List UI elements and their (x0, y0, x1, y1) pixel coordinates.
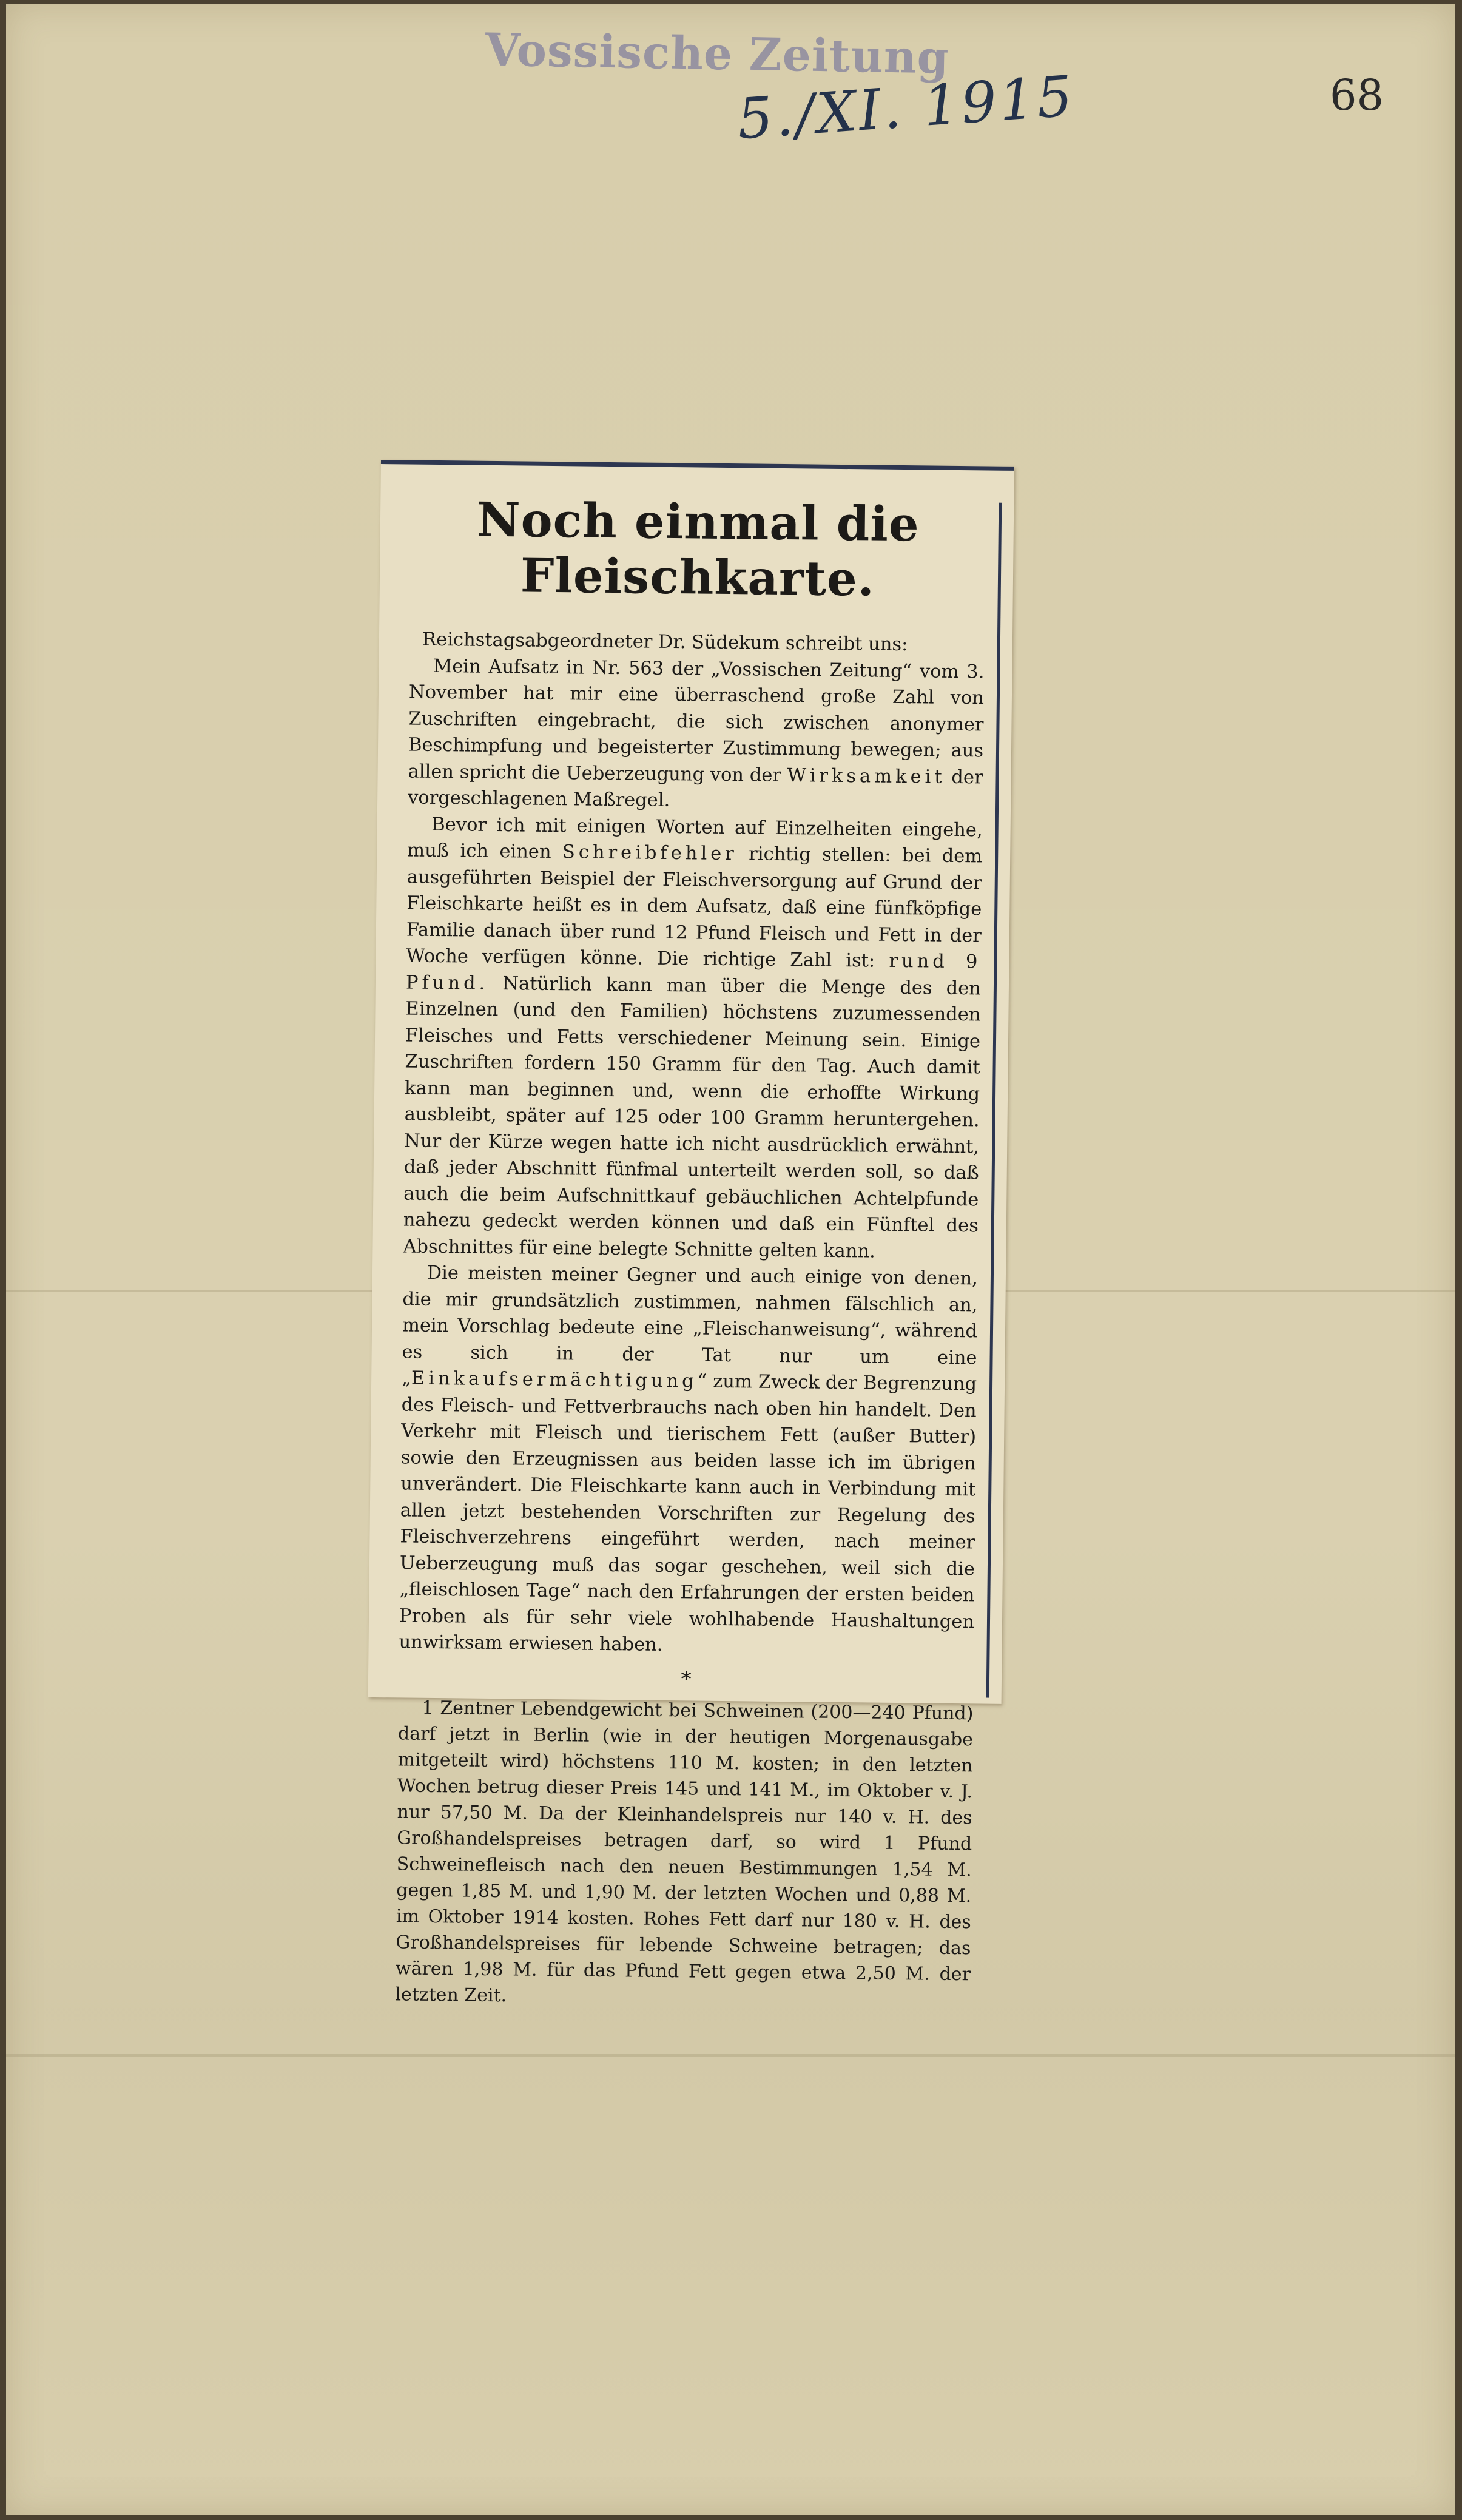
section-separator: * (681, 1666, 692, 1691)
article-intro: Reichstagsabgeordneter Dr. Südekum schreibt uns: (422, 628, 908, 656)
archive-sheet (6, 4, 1455, 2515)
article-paragraph-3 (399, 1259, 978, 1661)
fold-line (6, 2054, 1455, 2057)
paragraph-text: richtig stellen: bei dem ausgeführten Beispiel der Fleischversorgung auf Grund der Fleischkarte heißt es in dem Aufsatz, daß eine fünfköpfige Familie danach über rund 12 Pfund Fleisch und Fett in der Woche verfügen könne. Die richtige Zahl ist: (406, 843, 983, 972)
paragraph-text: der vorgeschlagenen Maßregel. (407, 766, 983, 812)
emphasis-text: Einkaufsermächtigung (411, 1367, 698, 1392)
article-paragraph-2 (403, 811, 983, 1265)
page-number: 68 (1330, 70, 1384, 120)
clipping-right-rule (986, 503, 1002, 1698)
emphasis-text: Wirksamkeit (787, 764, 946, 788)
emphasis-text: rund 9 Pfund. (405, 950, 982, 994)
handwritten-date: 5./XI. 1915 (735, 63, 1077, 152)
newspaper-stamp: Vossische Zeitung (485, 24, 950, 84)
clipping-top-rule (381, 460, 1014, 471)
article-paragraph-1 (408, 653, 985, 817)
emphasis-text: Schreibfehler (562, 841, 738, 865)
paragraph-text: Bevor ich mit einigen Worten auf Einzelheiten eingehe, muß ich einen (407, 814, 983, 863)
paragraph-text: Natürlich kann man über die Menge des den Einzelnen (und den Familien) höchstens zuzumessenden Fleisches und Fetts verschiedener Meinung sein. Einige Zuschriften fordern 150 Gramm für den Tag. Auch damit kann man beginnen und, wenn die erhoffte Wirkung ausbleibt, später auf 125 oder 100 Gramm heruntergehen. Nur der Kürze wegen hatte ich nicht ausdrücklich erwähnt, daß jeder Abschnitt fünfmal unterteilt werden soll, so daß auch die beim Aufschnittkauf gebäuchlichen Achtelpfunde nahezu gedeckt werden können und daß ein Fünftel des Abschnittes für eine belegte Schnitte gelten kann. (403, 972, 982, 1262)
article-paragraph-4: 1 Zentner Lebendgewicht bei Schweinen (200—240 Pfund) darf jetzt in Berlin (wie in der heutigen Morgenausgabe mitgeteilt wird) höchstens 110 M. kosten; in den letzten Wochen betrug dieser Preis 145 und 141 M., im Oktober v. J. nur 57,50 M. Da der Kleinhandelspreis nur 140 v. H. des Großhandelspreises betragen darf, so wird 1 Pfund Schweinefleisch nach den neuen Bestimmungen 1,54 M. gegen 1,85 M. und 1,90 M. der letzten Wochen und 0,88 M. im Oktober 1914 kosten. Rohes Fett darf nur 180 v. H. des Großhandelspreises für lebende Schweine betragen; das wären 1,98 M. für das Pfund Fett gegen etwa 2,50 M. der letzten Zeit. (395, 1697, 974, 2006)
article-headline: Noch einmal die Fleischkarte. (476, 492, 920, 607)
paragraph-text: Die meisten meiner Gegner und auch einige von denen, die mir grundsätzlich zustimmen, nahmen fälschlich an, mein Vorschlag bedeute eine „Fleischanweisung“, während es sich in der Tat nur um eine „ (401, 1262, 979, 1389)
newspaper-clipping (368, 460, 1014, 2006)
paragraph-text: Mein Aufsatz in Nr. 563 der „Vossischen Zeitung“ vom 3. November hat mir eine überraschend große Zahl von Zuschriften eingebracht, die sich zwischen anonymer Beschimpfung und begeisterter Zustimmung bewegen; aus allen spricht die Ueberzeugung von der (408, 655, 985, 786)
paragraph-text: “ zum Zweck der Begrenzung des Fleisch- und Fettverbrauchs nach oben hin handelt. Den Verkehr mit Fleisch und tierischem Fett (außer Butter) sowie den Erzeugnissen aus beiden lasse ich im übrigen unverändert. Die Fleischkarte kann auch in Verbindung mit allen jetzt bestehenden Vorschriften zur Regelung des Fleischverzehrens eingeführt werden, nach meiner Ueberzeugung muß das sogar geschehen, weil sich die „fleischlosen Tage“ nach den Erfahrungen der ersten beiden Proben als für sehr viele wohlhabende Haushaltungen unwirksam erwiesen haben. (399, 1370, 977, 1656)
